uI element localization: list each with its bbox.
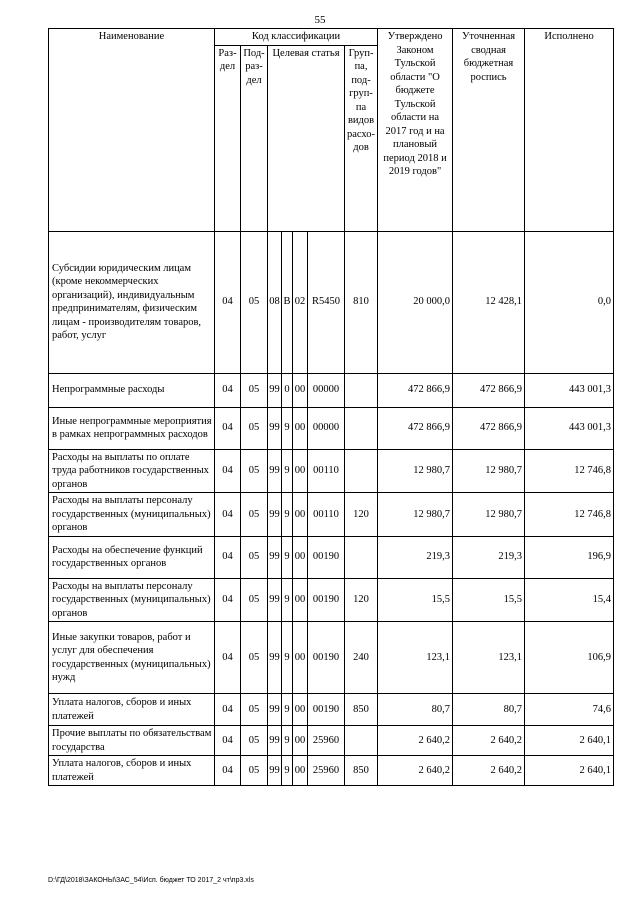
row-approved: 2 640,2 bbox=[378, 756, 453, 786]
row-refined: 472 866,9 bbox=[453, 407, 525, 449]
row-target-2: 9 bbox=[282, 407, 293, 449]
row-name: Уплата налогов, сборов и иных платежей bbox=[49, 694, 215, 726]
row-name: Иные закупки товаров, работ и услуг для обеспечения государственных (муниципальных) нужд bbox=[49, 622, 215, 694]
row-target-1: 99 bbox=[268, 493, 282, 537]
row-target-4: 00110 bbox=[308, 449, 345, 493]
row-approved: 472 866,9 bbox=[378, 407, 453, 449]
row-executed: 2 640,1 bbox=[525, 756, 614, 786]
row-target-1: 99 bbox=[268, 622, 282, 694]
row-executed: 443 001,3 bbox=[525, 373, 614, 407]
row-target-3: 00 bbox=[293, 373, 308, 407]
row-target-3: 00 bbox=[293, 756, 308, 786]
row-target-3: 00 bbox=[293, 493, 308, 537]
row-target-2: 9 bbox=[282, 493, 293, 537]
row-razdel: 04 bbox=[215, 231, 241, 373]
row-refined: 2 640,2 bbox=[453, 726, 525, 756]
table-row bbox=[49, 756, 614, 786]
row-name: Непрограммные расходы bbox=[49, 373, 215, 407]
header-approved: Утверждено Законом Тульской области "О бюджете Тульской области на 2017 год и на плановый период 2018 и 2019 годов" bbox=[378, 29, 453, 232]
row-refined: 2 640,2 bbox=[453, 756, 525, 786]
row-razdel: 04 bbox=[215, 536, 241, 578]
row-approved: 472 866,9 bbox=[378, 373, 453, 407]
row-podrazdel: 05 bbox=[241, 694, 268, 726]
row-podrazdel: 05 bbox=[241, 726, 268, 756]
row-target-4: 25960 bbox=[308, 726, 345, 756]
row-target-1: 08 bbox=[268, 231, 282, 373]
row-name: Расходы на выплаты персоналу государственных (муниципальных) органов bbox=[49, 493, 215, 537]
row-approved: 123,1 bbox=[378, 622, 453, 694]
row-podrazdel: 05 bbox=[241, 407, 268, 449]
row-target-2: 9 bbox=[282, 536, 293, 578]
row-group: 120 bbox=[345, 578, 378, 622]
row-executed: 0,0 bbox=[525, 231, 614, 373]
row-group bbox=[345, 373, 378, 407]
row-podrazdel: 05 bbox=[241, 536, 268, 578]
row-group bbox=[345, 449, 378, 493]
header-group: Груп-па, под-груп-па видов расхо-дов bbox=[345, 45, 378, 231]
budget-table bbox=[48, 28, 614, 786]
row-name: Субсидии юридическим лицам (кроме некоммерческих организаций), индивидуальным предпринимателям, физическим лицам - производителям товаров, работ, услуг bbox=[49, 231, 215, 373]
table-row bbox=[49, 694, 614, 726]
row-podrazdel: 05 bbox=[241, 756, 268, 786]
row-name: Расходы на обеспечение функций государственных органов bbox=[49, 536, 215, 578]
row-refined: 80,7 bbox=[453, 694, 525, 726]
row-target-3: 00 bbox=[293, 407, 308, 449]
header-razdel: Раз-дел bbox=[215, 45, 241, 231]
row-refined: 12 428,1 bbox=[453, 231, 525, 373]
header-podrazdel: Под-раз-дел bbox=[241, 45, 268, 231]
row-group bbox=[345, 536, 378, 578]
row-target-4: 00190 bbox=[308, 578, 345, 622]
row-target-4: 25960 bbox=[308, 756, 345, 786]
row-target-3: 00 bbox=[293, 449, 308, 493]
row-group bbox=[345, 407, 378, 449]
table-row bbox=[49, 578, 614, 622]
row-group: 850 bbox=[345, 756, 378, 786]
row-target-2: В bbox=[282, 231, 293, 373]
row-executed: 12 746,8 bbox=[525, 449, 614, 493]
table-row bbox=[49, 373, 614, 407]
row-razdel: 04 bbox=[215, 756, 241, 786]
row-executed: 15,4 bbox=[525, 578, 614, 622]
row-executed: 12 746,8 bbox=[525, 493, 614, 537]
row-podrazdel: 05 bbox=[241, 373, 268, 407]
row-group: 240 bbox=[345, 622, 378, 694]
row-target-4: 00110 bbox=[308, 493, 345, 537]
row-target-4: 00190 bbox=[308, 694, 345, 726]
row-executed: 443 001,3 bbox=[525, 407, 614, 449]
row-target-2: 9 bbox=[282, 622, 293, 694]
row-razdel: 04 bbox=[215, 493, 241, 537]
row-target-4: 00190 bbox=[308, 536, 345, 578]
row-name: Иные непрограммные мероприятия в рамках непрограммных расходов bbox=[49, 407, 215, 449]
header-name: Наименование bbox=[49, 29, 215, 232]
row-podrazdel: 05 bbox=[241, 231, 268, 373]
row-razdel: 04 bbox=[215, 373, 241, 407]
row-approved: 15,5 bbox=[378, 578, 453, 622]
table-row bbox=[49, 449, 614, 493]
row-executed: 2 640,1 bbox=[525, 726, 614, 756]
row-razdel: 04 bbox=[215, 694, 241, 726]
table-row bbox=[49, 231, 614, 373]
row-target-4: 00000 bbox=[308, 407, 345, 449]
row-group: 120 bbox=[345, 493, 378, 537]
row-target-1: 99 bbox=[268, 373, 282, 407]
row-target-1: 99 bbox=[268, 694, 282, 726]
row-approved: 12 980,7 bbox=[378, 449, 453, 493]
row-razdel: 04 bbox=[215, 578, 241, 622]
row-target-1: 99 bbox=[268, 756, 282, 786]
row-target-1: 99 bbox=[268, 407, 282, 449]
header-executed: Исполнено bbox=[525, 29, 614, 232]
row-refined: 219,3 bbox=[453, 536, 525, 578]
row-executed: 106,9 bbox=[525, 622, 614, 694]
header-classification: Код классификации bbox=[215, 29, 378, 46]
row-target-3: 00 bbox=[293, 536, 308, 578]
row-target-3: 00 bbox=[293, 726, 308, 756]
row-approved: 20 000,0 bbox=[378, 231, 453, 373]
row-target-4: R5450 bbox=[308, 231, 345, 373]
row-executed: 196,9 bbox=[525, 536, 614, 578]
row-target-2: 9 bbox=[282, 578, 293, 622]
table-row bbox=[49, 726, 614, 756]
row-group: 810 bbox=[345, 231, 378, 373]
row-refined: 12 980,7 bbox=[453, 449, 525, 493]
row-target-1: 99 bbox=[268, 449, 282, 493]
row-target-3: 00 bbox=[293, 694, 308, 726]
row-executed: 74,6 bbox=[525, 694, 614, 726]
row-podrazdel: 05 bbox=[241, 493, 268, 537]
row-target-2: 9 bbox=[282, 756, 293, 786]
row-target-4: 00190 bbox=[308, 622, 345, 694]
table-row bbox=[49, 536, 614, 578]
row-razdel: 04 bbox=[215, 726, 241, 756]
row-target-2: 9 bbox=[282, 726, 293, 756]
row-approved: 80,7 bbox=[378, 694, 453, 726]
row-name: Прочие выплаты по обязательствам государства bbox=[49, 726, 215, 756]
row-approved: 2 640,2 bbox=[378, 726, 453, 756]
page-number: 55 bbox=[314, 14, 326, 26]
row-podrazdel: 05 bbox=[241, 622, 268, 694]
file-path-footer: D:\ГД\2018\ЗАКОНЫ\ЗАС_54\Исп. бюджет ТО 2017_2 чт\пр3.xls bbox=[48, 877, 254, 884]
row-target-2: 0 bbox=[282, 373, 293, 407]
row-target-2: 9 bbox=[282, 449, 293, 493]
row-target-3: 00 bbox=[293, 622, 308, 694]
row-target-3: 02 bbox=[293, 231, 308, 373]
row-name: Расходы на выплаты по оплате труда работников государственных органов bbox=[49, 449, 215, 493]
row-target-1: 99 bbox=[268, 726, 282, 756]
row-razdel: 04 bbox=[215, 622, 241, 694]
row-refined: 123,1 bbox=[453, 622, 525, 694]
table-row bbox=[49, 493, 614, 537]
row-refined: 472 866,9 bbox=[453, 373, 525, 407]
row-razdel: 04 bbox=[215, 407, 241, 449]
row-target-1: 99 bbox=[268, 536, 282, 578]
row-name: Расходы на выплаты персоналу государственных (муниципальных) органов bbox=[49, 578, 215, 622]
header-target: Целевая статья bbox=[268, 45, 345, 231]
row-refined: 15,5 bbox=[453, 578, 525, 622]
row-target-1: 99 bbox=[268, 578, 282, 622]
row-target-2: 9 bbox=[282, 694, 293, 726]
header-refined: Уточненная сводная бюджетная роспись bbox=[453, 29, 525, 232]
row-approved: 12 980,7 bbox=[378, 493, 453, 537]
row-podrazdel: 05 bbox=[241, 449, 268, 493]
table-row bbox=[49, 407, 614, 449]
row-target-4: 00000 bbox=[308, 373, 345, 407]
row-name: Уплата налогов, сборов и иных платежей bbox=[49, 756, 215, 786]
row-target-3: 00 bbox=[293, 578, 308, 622]
row-podrazdel: 05 bbox=[241, 578, 268, 622]
row-approved: 219,3 bbox=[378, 536, 453, 578]
row-refined: 12 980,7 bbox=[453, 493, 525, 537]
table-row bbox=[49, 622, 614, 694]
row-razdel: 04 bbox=[215, 449, 241, 493]
row-group bbox=[345, 726, 378, 756]
row-group: 850 bbox=[345, 694, 378, 726]
